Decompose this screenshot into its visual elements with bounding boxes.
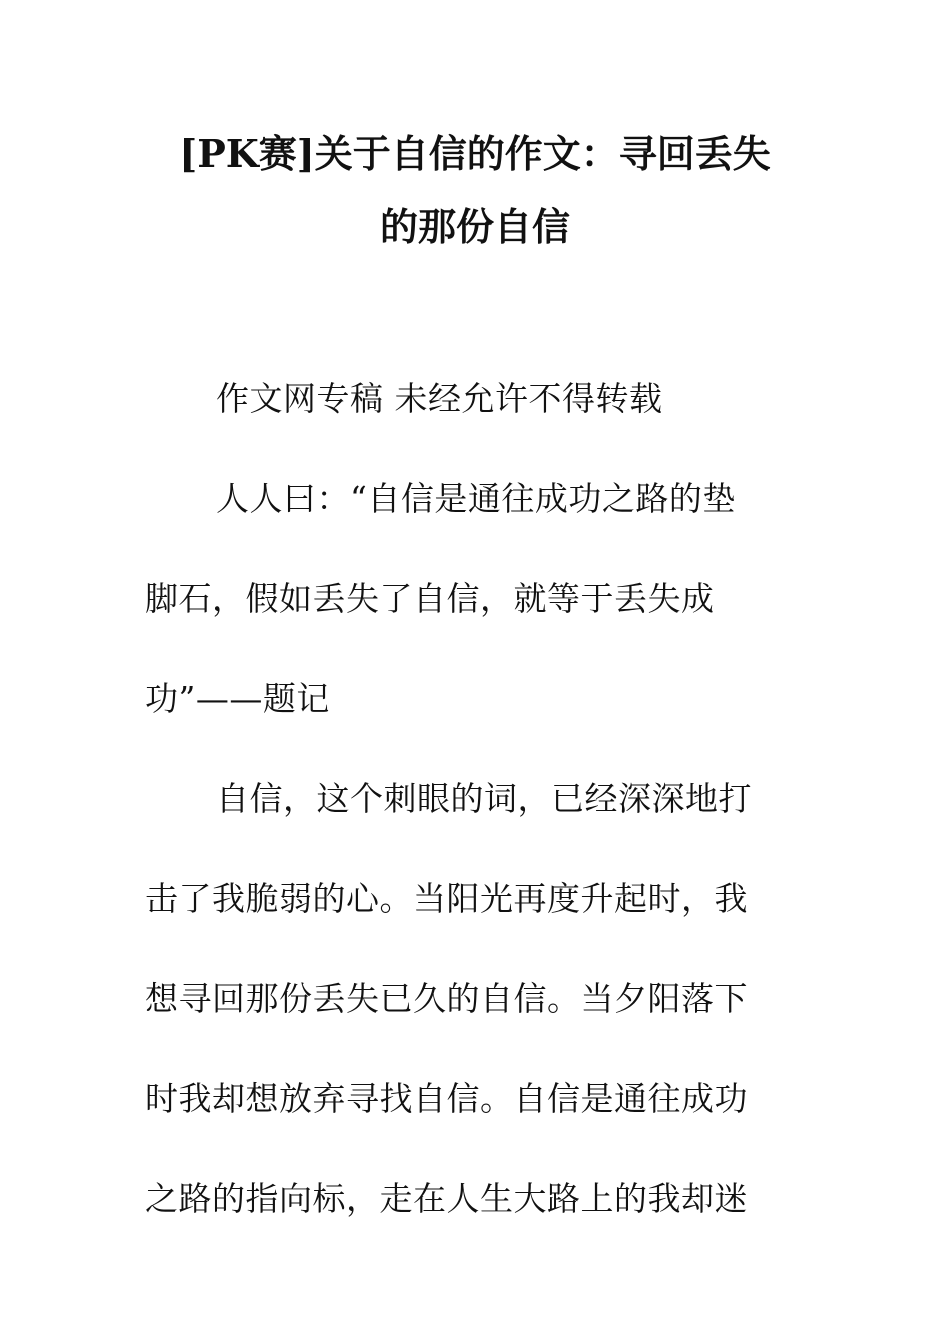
copyright-notice: 作文网专稿 未经允许不得转载 [216,379,663,418]
epigraph-line: 人人曰：“自信是通往成功之路的垫 [216,479,736,518]
body-line: 想寻回那份丢失已久的自信。当夕阳落下 [145,979,748,1018]
epigraph-line: 功”——题记 [145,679,330,718]
body-line: 时我却想放弃寻找自信。自信是通往成功 [145,1079,748,1118]
body-line: 之路的指向标，走在人生大路上的我却迷 [145,1179,748,1218]
body-line: 自信，这个刺眼的词，已经深深地打 [216,779,752,818]
epigraph-line: 脚石，假如丢失了自信，就等于丢失成 [145,579,715,618]
body-line: 击了我脆弱的心。当阳光再度升起时，我 [145,879,748,918]
title-line-2: 的那份自信 [379,204,570,249]
title-line-1: [PK赛]关于自信的作文：寻回丢失 [179,131,771,176]
